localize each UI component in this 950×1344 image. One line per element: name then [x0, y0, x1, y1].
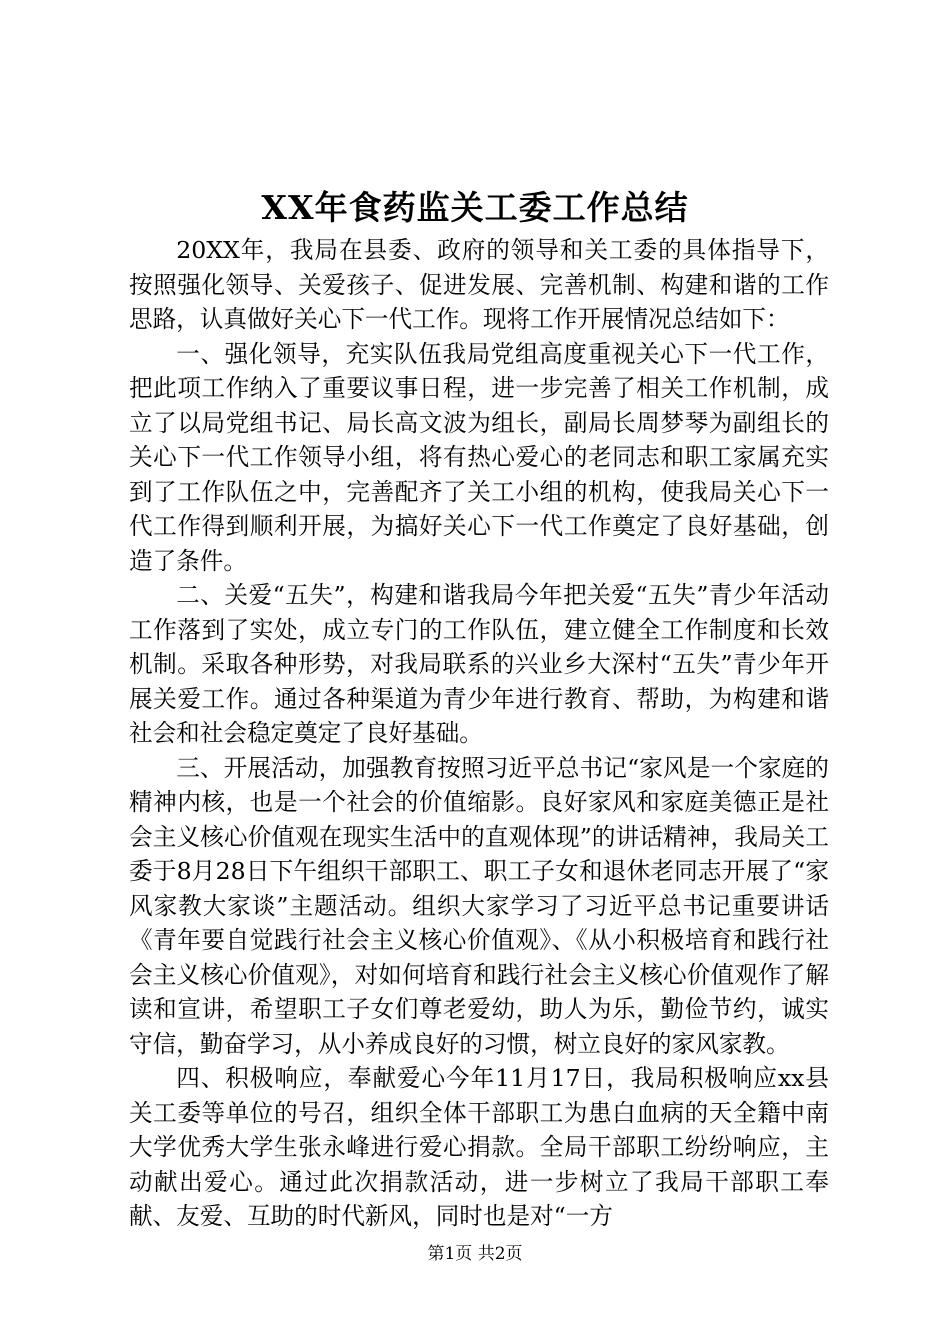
paragraph-section-3: 三、开展活动，加强教育按照习近平总书记“家风是一个家庭的精神内核，也是一个社会的价值缩影。良好家风和家庭美德正是社会主义核心价值观在现实生活中的直观体现”的讲话精神，我局关工委于8月28日下午组织干部职工、职工子女和退休老同志开展了“家风家教大家谈”主题活动。组织大家学习了习近平总书记重要讲话《青年要自觉践行社会主义核心价值观》、《从小积极培育和践行社会主义核心价值观》，对如何培育和践行社会主义核心价值观作了解读和宣讲，希望职工子女们尊老爱幼，助人为乐，勤俭节约，诚实守信，勤奋学习，从小养成良好的习惯，树立良好的家风家教。	[129, 753, 829, 1058]
paragraph-section-1: 一、强化领导，充实队伍我局党组高度重视关心下一代工作，把此项工作纳入了重要议事日程，进一步完善了相关工作机制，成立了以局党组书记、局长高文波为组长，副局长周梦琴为副组长的关心下一代工作领导小组，将有热心爱心的老同志和职工家属充实到了工作队伍之中，完善配齐了关工小组的机构，使我局关心下一代工作得到顺利开展，为搞好关心下一代工作奠定了良好基础，创造了条件。	[129, 339, 829, 575]
paragraph-section-4: 四、积极响应，奉献爱心今年11月17日，我局积极响应xx县关工委等单位的号召，组织全体干部职工为患白血病的天全籍中南大学优秀大学生张永峰进行爱心捐款。全局干部职工纷纷响应，主动献出爱心。通过此次捐款活动，进一步树立了我局干部职工奉献、友爱、互助的时代新风，同时也是对“一方	[129, 1064, 829, 1230]
page-number-footer: 第1页 共2页	[427, 1244, 523, 1264]
paragraph-section-2: 二、关爱“五失”，构建和谐我局今年把关爱“五失”青少年活动工作落到了实处，成立专门的工作队伍，建立健全工作制度和长效机制。采取各种形势，对我局联系的兴业乡大深村“五失”青少年开展关爱工作。通过各种渠道为青少年进行教育、帮助，为构建和谐社会和社会稳定奠定了良好基础。	[129, 581, 829, 747]
document-title: XX年食药监关工委工作总结	[261, 188, 689, 227]
document-body	[129, 233, 829, 1234]
paragraph-intro: 20XX年，我局在县委、政府的领导和关工委的具体指导下，按照强化领导、关爱孩子、促进发展、完善机制、构建和谐的工作思路，认真做好关心下一代工作。现将工作开展情况总结如下：	[129, 236, 829, 333]
